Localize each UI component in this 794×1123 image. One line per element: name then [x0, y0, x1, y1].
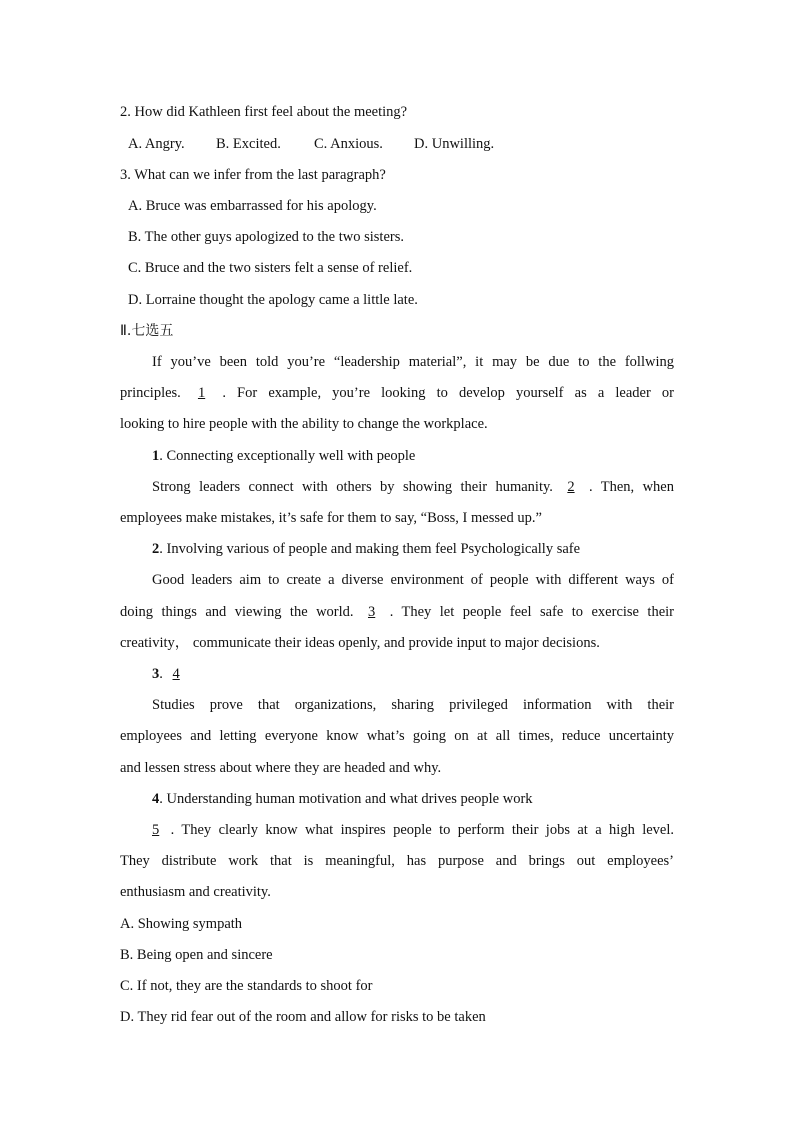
passage-intro-text-a: principles. — [120, 385, 181, 401]
heading-1-number: 1 — [152, 448, 160, 464]
question-3-option-d: D. Lorraine thought the apology came a little late. — [128, 292, 418, 308]
heading-3-text: . — [159, 666, 163, 682]
question-2-option-c: C. Anxious. — [314, 136, 383, 152]
blank-4: 4 — [172, 666, 180, 682]
heading-1-text: . Connecting exceptionally well with people — [159, 448, 416, 464]
paragraph-2-line-2 — [120, 602, 674, 622]
blank-3: 3 — [368, 604, 376, 620]
blank-5: 5 — [152, 822, 160, 838]
paragraph-2-text-a: doing things and viewing the world. — [120, 604, 354, 620]
question-2-option-a: A. Angry. — [128, 136, 185, 152]
question-2-options — [128, 134, 682, 154]
paragraph-4-text-b: . They clearly know what inspires people to perform their jobs at a high level. — [170, 822, 674, 838]
heading-1 — [152, 446, 674, 466]
heading-3-number: 3 — [152, 666, 160, 682]
paragraph-2-line-1: Good leaders aim to create a diverse environment of people with different ways of — [152, 572, 674, 588]
heading-4 — [152, 789, 674, 809]
paragraph-1-line-1 — [152, 477, 674, 497]
choice-d: D. They rid fear out of the room and allow for risks to be taken — [120, 1009, 486, 1025]
question-3-option-c: C. Bruce and the two sisters felt a sense of relief. — [128, 260, 413, 276]
question-3-option-b: B. The other guys apologized to the two sisters. — [128, 229, 404, 245]
paragraph-2-text-b: . They let people feel safe to exercise their — [389, 604, 674, 620]
paragraph-1-line-2: employees make mistakes, it’s safe for them to say, “Boss, I messed up.” — [120, 510, 542, 526]
paragraph-3-line-1: Studies prove that organizations, sharing privileged information with their — [152, 697, 674, 713]
paragraph-4-line-2: They distribute work that is meaningful, has purpose and brings out employees’ — [120, 853, 674, 869]
heading-2 — [152, 539, 674, 559]
blank-2: 2 — [567, 479, 575, 495]
question-2-stem: 2. How did Kathleen first feel about the meeting? — [120, 104, 408, 120]
blank-1: 1 — [197, 385, 206, 401]
paragraph-4-line-3: enthusiasm and creativity. — [120, 884, 271, 900]
choice-b: B. Being open and sincere — [120, 947, 273, 963]
paragraph-1-text-a: Strong leaders connect with others by showing their humanity. — [152, 479, 553, 495]
paragraph-3-line-2: employees and letting everyone know what’s going on at all times, reduce uncertainty — [120, 728, 674, 744]
paragraph-3-line-3: and lessen stress about where they are headed and why. — [120, 760, 442, 776]
question-3-option-a: A. Bruce was embarrassed for his apology. — [128, 198, 377, 214]
heading-4-text: . Understanding human motivation and what drives people work — [159, 791, 533, 807]
question-2-option-d: D. Unwilling. — [414, 136, 495, 152]
section-title: Ⅱ.七选五 — [120, 323, 174, 339]
paragraph-1-text-b: . Then, when — [589, 479, 674, 495]
paragraph-2-line-3: creativity， communicate their ideas openly, and provide input to major decisions. — [120, 635, 600, 651]
passage-intro-text-b: . For example, you’re looking to develop yourself as a leader or — [222, 385, 674, 401]
paragraph-4-line-1 — [152, 820, 674, 840]
passage-intro-line-3: looking to hire people with the ability to change the workplace. — [120, 416, 488, 432]
heading-2-number: 2 — [152, 541, 160, 557]
choice-c: C. If not, they are the standards to shoot for — [120, 978, 373, 994]
passage-intro-line-1: If you’ve been told you’re “leadership material”, it may be due to the follwing — [152, 354, 674, 370]
choice-a: A. Showing sympath — [120, 916, 243, 932]
heading-3 — [152, 664, 674, 684]
heading-2-text: . Involving various of people and making them feel Psychologically safe — [159, 541, 581, 557]
passage-intro-line-2 — [120, 383, 674, 403]
question-3-stem: 3. What can we infer from the last paragraph? — [120, 167, 386, 183]
question-2-option-b: B. Excited. — [216, 136, 281, 152]
heading-4-number: 4 — [152, 791, 160, 807]
